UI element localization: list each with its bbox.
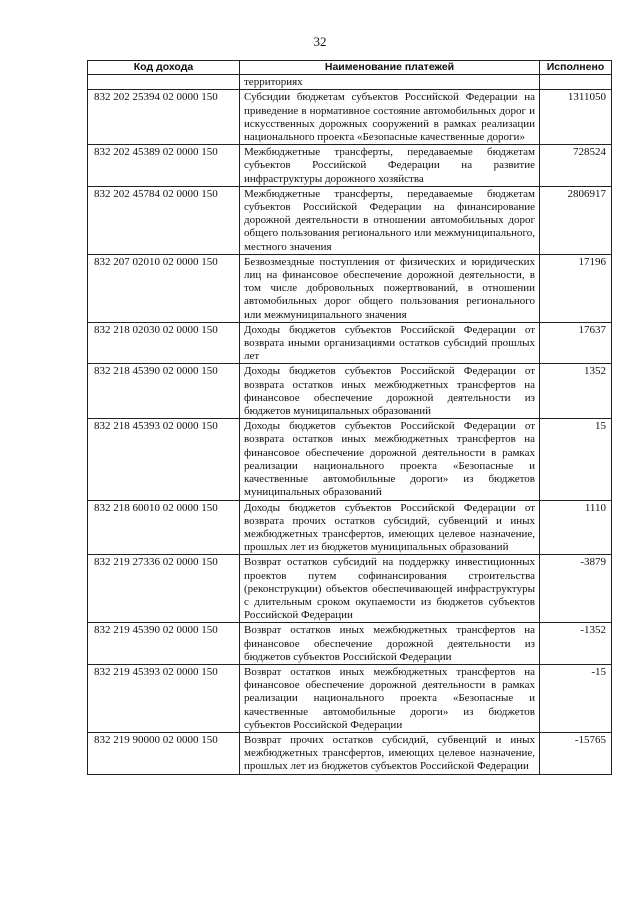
payment-name: Доходы бюджетов субъектов Российской Федерации от возврата иными организациями остатков субсидий прошлых лет xyxy=(240,322,540,364)
payment-name: Безвозмездные поступления от физических и юридических лиц на финансовое обеспечение дорожной деятельности, в том числе добровольных пожертвований, в отношении автомобильных дорог общего пользования регионального или межмуниципального значения xyxy=(240,254,540,322)
table-row xyxy=(88,732,612,774)
executed-amount: 1352 xyxy=(540,364,612,419)
executed-amount: -15 xyxy=(540,664,612,732)
executed-amount: 728524 xyxy=(540,145,612,187)
header-value: Исполнено xyxy=(540,61,612,75)
revenue-code: 832 202 45784 02 0000 150 xyxy=(88,186,240,254)
payment-name: Возврат остатков иных межбюджетных трансфертов на финансовое обеспечение дорожной деятельности из бюджетов субъектов Российской Федерации xyxy=(240,623,540,665)
executed-amount: 17637 xyxy=(540,322,612,364)
revenue-code: 832 218 45393 02 0000 150 xyxy=(88,419,240,500)
revenue-code: 832 219 27336 02 0000 150 xyxy=(88,555,240,623)
table-row xyxy=(88,364,612,419)
table-row xyxy=(88,623,612,665)
payment-name: Субсидии бюджетам субъектов Российской Федерации на приведение в нормативное состояние автомобильных дорог и искусственных дорожных сооружений в рамках реализации национального проекта «Безопасные качественные дороги» xyxy=(240,90,540,145)
payment-name: Межбюджетные трансферты, передаваемые бюджетам субъектов Российской Федерации на развитие инфраструктуры дорожного хозяйства xyxy=(240,145,540,187)
table-row xyxy=(88,145,612,187)
executed-amount: 15 xyxy=(540,419,612,500)
table-header-row xyxy=(88,61,612,75)
executed-amount xyxy=(540,75,612,90)
executed-amount: -3879 xyxy=(540,555,612,623)
revenue-code: 832 202 25394 02 0000 150 xyxy=(88,90,240,145)
executed-amount: 1110 xyxy=(540,500,612,555)
payment-name: Возврат остатков иных межбюджетных трансфертов на финансовое обеспечение дорожной деятельности в рамках реализации национального проекта «Безопасные и качественные автомобильные дороги» из бюджетов субъектов Российской Федерации xyxy=(240,664,540,732)
table-row xyxy=(88,555,612,623)
header-code: Код дохода xyxy=(88,61,240,75)
payment-name: Межбюджетные трансферты, передаваемые бюджетам субъектов Российской Федерации на финансирование дорожной деятельности в отношении автомобильных дорог общего пользования регионального или межмуниципального, местного значения xyxy=(240,186,540,254)
table-row xyxy=(88,186,612,254)
payment-name: Доходы бюджетов субъектов Российской Федерации от возврата прочих остатков субсидий, субвенций и иных межбюджетных трансфертов, имеющих целевое назначение, прошлых лет из бюджетов муниципальных образований xyxy=(240,500,540,555)
revenue-code: 832 218 60010 02 0000 150 xyxy=(88,500,240,555)
payment-name: Возврат прочих остатков субсидий, субвенций и иных межбюджетных трансфертов, имеющих целевое назначение, прошлых лет из бюджетов субъектов Российской Федерации xyxy=(240,732,540,774)
payment-name: Возврат остатков субсидий на поддержку инвестиционных проектов путем софинансирования строительства (реконструкции) объектов обеспечивающей инфраструктуры с длительным сроком окупаемости из бюджетов субъектов Российской Федерации xyxy=(240,555,540,623)
revenue-table xyxy=(87,60,612,775)
executed-amount: -1352 xyxy=(540,623,612,665)
revenue-code: 832 202 45389 02 0000 150 xyxy=(88,145,240,187)
executed-amount: 17196 xyxy=(540,254,612,322)
payment-name: Доходы бюджетов субъектов Российской Федерации от возврата остатков иных межбюджетных трансфертов на финансовое обеспечение дорожной деятельности в рамках реализации национального проекта «Безопасные и качественные автомобильные дороги» из бюджетов муниципальных образований xyxy=(240,419,540,500)
executed-amount: 1311050 xyxy=(540,90,612,145)
revenue-code: 832 218 45390 02 0000 150 xyxy=(88,364,240,419)
table-row xyxy=(88,90,612,145)
table-row xyxy=(88,419,612,500)
payment-name: территориях xyxy=(240,75,540,90)
table-row xyxy=(88,75,612,90)
revenue-code: 832 219 45393 02 0000 150 xyxy=(88,664,240,732)
header-name: Наименование платежей xyxy=(240,61,540,75)
table-row xyxy=(88,500,612,555)
revenue-code: 832 218 02030 02 0000 150 xyxy=(88,322,240,364)
table-row xyxy=(88,322,612,364)
revenue-code xyxy=(88,75,240,90)
payment-name: Доходы бюджетов субъектов Российской Федерации от возврата остатков иных межбюджетных трансфертов на финансовое обеспечение дорожной деятельности из бюджетов муниципальных образований xyxy=(240,364,540,419)
table-row xyxy=(88,664,612,732)
revenue-code: 832 219 90000 02 0000 150 xyxy=(88,732,240,774)
executed-amount: 2806917 xyxy=(540,186,612,254)
executed-amount: -15765 xyxy=(540,732,612,774)
table-row xyxy=(88,254,612,322)
revenue-code: 832 219 45390 02 0000 150 xyxy=(88,623,240,665)
page-number: 32 xyxy=(313,34,327,49)
revenue-code: 832 207 02010 02 0000 150 xyxy=(88,254,240,322)
